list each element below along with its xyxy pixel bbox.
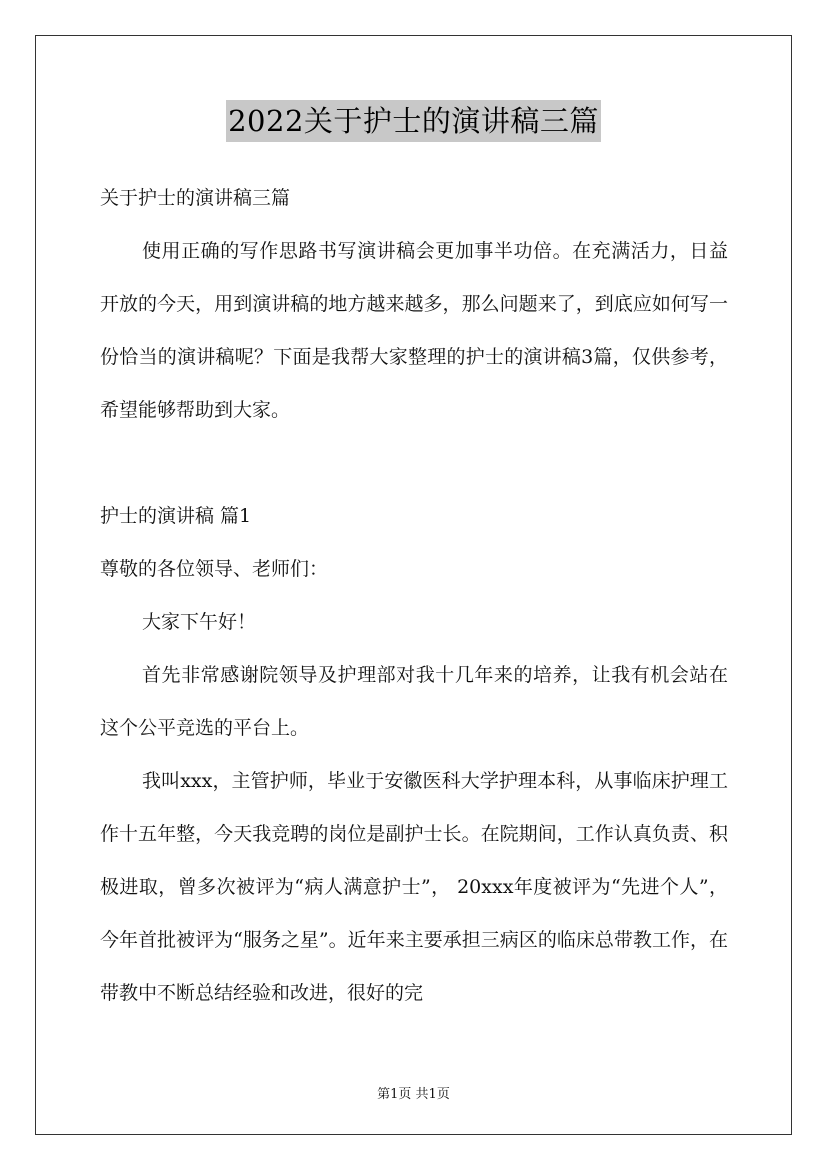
- salutation-line: 尊敬的各位领导、老师们：: [100, 558, 329, 580]
- page-footer: 第1页 共1页: [377, 1087, 450, 1102]
- subtitle-line: 关于护士的演讲稿三篇: [100, 187, 291, 209]
- body-paragraph-1: 首先非常感谢院领导及护理部对我十几年来的培养，让我有机会站在这个公平竞选的平台上。: [100, 664, 728, 739]
- paragraph-gap: [100, 437, 728, 490]
- document-body: [100, 172, 728, 1020]
- body-paragraph-2: 我叫xxx，主管护师，毕业于安徽医科大学护理本科，从事临床护理工作十五年整，今天我竞聘的岗位是副护士长。在院期间，工作认真负责、积极进取，曾多次被评为“病人满意护士”， 20xxx年度被评为“先进个人”，今年首批被评为“服务之星”。近年来主要承担三病区的临床总带教工作，在带教中不断总结经验和改进，很好的完: [100, 770, 728, 1004]
- title-container: [0, 100, 827, 142]
- document-title: 2022关于护士的演讲稿三篇: [226, 100, 601, 142]
- intro-paragraph: 使用正确的写作思路书写演讲稿会更加事半功倍。在充满活力，日益开放的今天，用到演讲稿的地方越来越多，那么问题来了，到底应如何写一份恰当的演讲稿呢？下面是我帮大家整理的护士的演讲稿3篇，仅供参考，希望能够帮助到大家。: [100, 240, 728, 421]
- section-heading: 护士的演讲稿 篇1: [100, 505, 252, 527]
- greeting-line: 大家下午好！: [142, 611, 257, 633]
